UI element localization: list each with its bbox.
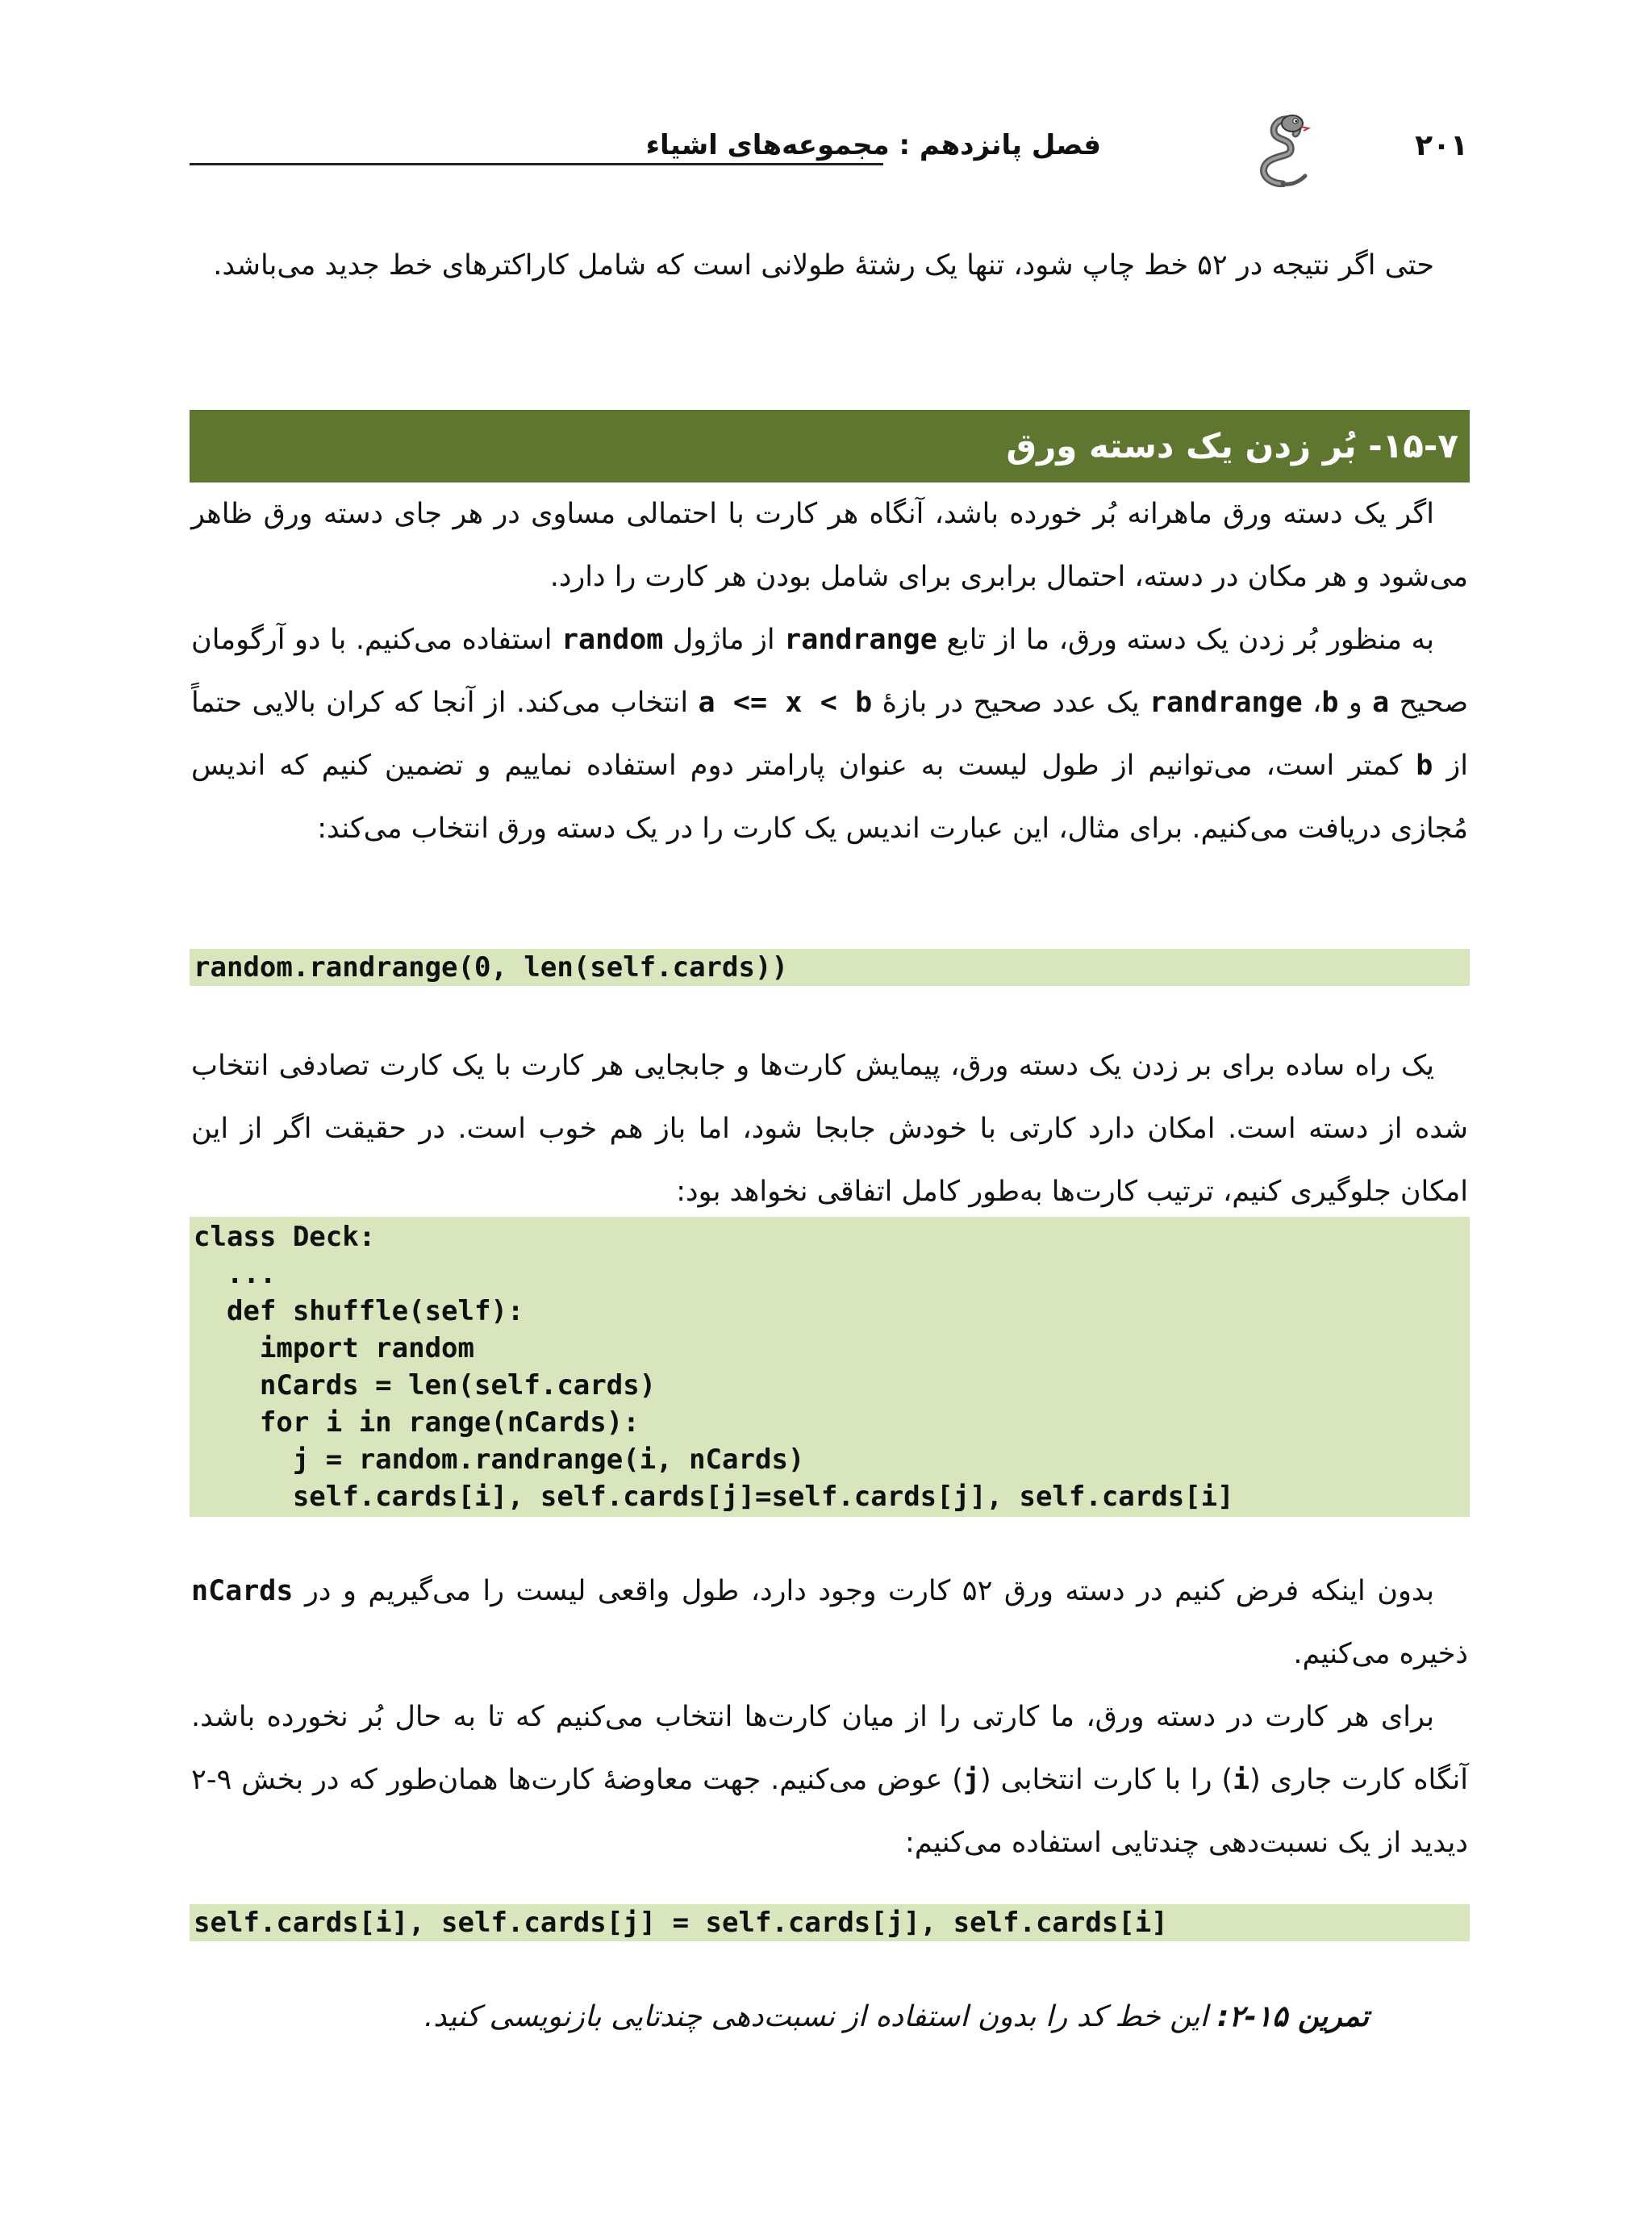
code-a: a xyxy=(1372,687,1390,719)
exercise-label: تمرین ۱۵-۲: xyxy=(1216,2000,1369,2033)
code-line: self.cards[i], self.cards[j] = self.cards[j], self.cards[i] xyxy=(194,1907,1168,1939)
code-j: j xyxy=(962,1764,980,1796)
code-block-randrange xyxy=(190,949,1470,986)
paragraph-randrange: به منظور بُر زدن یک دسته ورق، ما از تابع randrange از ماژول random استفاده می‌کنیم. با دو آرگومان صحیح a و b، randrange یک عدد صحیح در بازهٔ a <= x < b انتخاب می‌کند. از آنجا که کران بالایی حتماً از b کمتر است، می‌توانیم از طول لیست به عنوان پارامتر دوم استفاده نماییم و تضمین کنیم که اندیس مُجازی دریافت می‌کنیم. برای مثال، این عبارت اندیس یک کارت را در یک دسته ورق انتخاب می‌کند: xyxy=(191,624,1469,845)
section-heading: ۱۵-۷- بُر زدن یک دسته ورق xyxy=(190,410,1470,483)
chapter-title: فصل پانزدهم : مجموعه‌های اشیاء xyxy=(645,129,1101,161)
code-block-shuffle xyxy=(190,1217,1470,1517)
page-number: ۲۰۱ xyxy=(1415,129,1468,162)
exercise-15-2 xyxy=(191,1985,1369,2049)
code-i: i xyxy=(1233,1764,1250,1796)
exercise-text: این خط کد را بدون استفاده از نسبت‌دهی چندتایی بازنویسی کنید. xyxy=(423,2000,1217,2033)
paragraph-swap: برای هر کارت در دسته ورق، ما کارتی را از میان کارت‌ها انتخاب می‌کنیم که تا به حال بُر نخورده باشد. آنگاه کارت جاری (i) را با کارت انتخابی (j) عوض می‌کنیم. جهت معاوضهٔ کارت‌ها همان‌طور که در بخش ۹-۲ دیدید از یک نسبت‌دهی چندتایی استفاده می‌کنیم: xyxy=(191,1701,1468,1859)
code-line: import random xyxy=(194,1332,474,1364)
code-b: b xyxy=(1321,687,1339,719)
code-range-expression: a <= x < b xyxy=(698,687,873,719)
header-rule xyxy=(190,163,883,165)
code-randrange: randrange xyxy=(784,624,937,656)
code-line: def shuffle(self): xyxy=(194,1295,524,1327)
code-line: for i in range(nCards): xyxy=(194,1406,640,1439)
code-randrange: randrange xyxy=(1149,687,1303,719)
paragraph-shuffle-method: یک راه ساده برای بر زدن یک دسته ورق، پیمایش کارت‌ها و جابجایی هر کارت با یک کارت تصادفی انتخاب شده از دسته است. امکان دارد کارتی با خودش جابجا شود، اما باز هم خوب است. در حقیقت اگر از این امکان جلوگیری کنیم، ترتیب کارت‌ها به‌طور کامل اتفاقی نخواهد بود: xyxy=(191,1050,1468,1208)
intro-paragraph: حتی اگر نتیجه در ۵۲ خط چاپ شود، تنها یک رشتهٔ طولانی است که شامل کاراکترهای خط جدید می‌باشد. xyxy=(213,249,1434,282)
code-line: class Deck: xyxy=(194,1221,376,1253)
code-line: random.randrange(0, len(self.cards)) xyxy=(194,951,788,984)
code-b: b xyxy=(1416,750,1433,782)
code-block-swap xyxy=(190,1904,1470,1941)
python-snake-mascot-icon xyxy=(1250,113,1315,187)
paragraph-shuffle-intro: اگر یک دسته ورق ماهرانه بُر خورده باشد، آنگاه هر کارت با احتمالی مساوی در هر جای دسته ورق ظاهر می‌شود و هر مکان در دسته، احتمال برابری برای شامل بودن هر کارت را دارد. xyxy=(191,498,1468,593)
code-ncards: nCards xyxy=(191,1575,294,1607)
code-random: random xyxy=(561,624,664,656)
paragraph-ncards: بدون اینکه فرض کنیم در دسته ورق ۵۲ کارت وجود دارد، طول واقعی لیست را می‌گیریم و در nCards ذخیره می‌کنیم. xyxy=(191,1575,1468,1670)
page-header xyxy=(190,113,1468,178)
code-line: ... xyxy=(194,1258,277,1290)
code-line: self.cards[i], self.cards[j]=self.cards[j], self.cards[i] xyxy=(194,1481,1234,1513)
code-line: nCards = len(self.cards) xyxy=(194,1369,657,1402)
code-line: j = random.randrange(i, nCards) xyxy=(194,1443,805,1476)
